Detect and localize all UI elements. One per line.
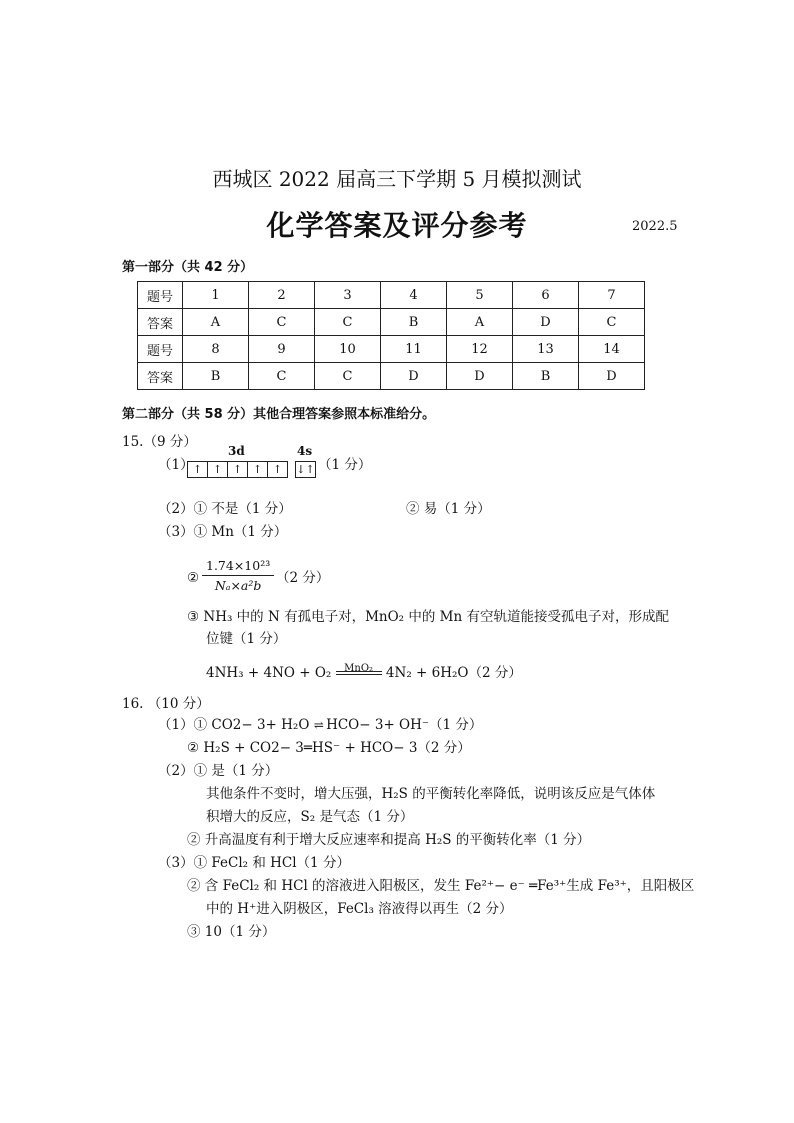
orbital-arrow: ↑ xyxy=(208,462,228,477)
fraction-denominator: Nₐ×a²b xyxy=(214,578,262,593)
q16-line10: ③ 10（1 分） xyxy=(187,924,276,940)
table-cell: 9 xyxy=(249,336,315,363)
orbital-arrow: ↑ xyxy=(188,462,208,477)
table-cell: A xyxy=(183,309,249,336)
q16-line4: 其他条件不变时，增大压强，H₂S 的平衡转化率降低，说明该反应是气体体 xyxy=(206,786,656,802)
q16-title: 16. （10 分） xyxy=(122,696,210,712)
answer-table xyxy=(137,281,645,390)
table-cell: 8 xyxy=(183,336,249,363)
orbital-arrow: ↑ xyxy=(228,462,248,477)
q16-line9: 中的 H⁺进入阴极区，FeCl₃ 溶液得以再生（2 分） xyxy=(206,901,513,917)
row-label: 题号 xyxy=(138,336,183,363)
table-cell: C xyxy=(315,363,381,390)
row-label: 答案 xyxy=(138,309,183,336)
q15-part3-c-line2: 位键（1 分） xyxy=(206,631,287,647)
table-cell: 5 xyxy=(447,282,513,309)
q15-part1-label: （1） xyxy=(158,457,194,473)
exam-title: 西城区 2022 届高三下学期 5 月模拟测试 xyxy=(212,167,582,191)
equation-left: 4NH₃ + 4NO + O₂ xyxy=(206,665,332,681)
q16-line7: （3）① FeCl₂ 和 HCl（1 分） xyxy=(158,855,350,871)
table-cell: 14 xyxy=(579,336,645,363)
table-cell: 13 xyxy=(513,336,579,363)
table-row xyxy=(138,336,645,363)
table-cell: 11 xyxy=(381,336,447,363)
exam-date: 2022.5 xyxy=(632,219,678,234)
table-cell: C xyxy=(249,309,315,336)
table-cell: 10 xyxy=(315,336,381,363)
table-cell: 3 xyxy=(315,282,381,309)
table-cell: B xyxy=(513,363,579,390)
density-fraction xyxy=(202,558,274,593)
table-cell: 6 xyxy=(513,282,579,309)
table-row xyxy=(138,363,645,390)
table-cell: C xyxy=(249,363,315,390)
q16-line6: ② 升高温度有利于增大反应速率和提高 H₂S 的平衡转化率（1 分） xyxy=(187,832,591,848)
q15-part3-b-score: （2 分） xyxy=(276,570,330,586)
q15-part1-score: （1 分） xyxy=(318,457,372,473)
q16-line1-right: HCO− 3+ OH⁻（1 分） xyxy=(326,717,483,733)
q15-equation xyxy=(206,662,522,684)
q16-line1-left: （1）① CO2− 3+ H₂O xyxy=(158,717,310,733)
q16-line3: （2）① 是（1 分） xyxy=(158,763,279,779)
q16-line1 xyxy=(158,714,482,736)
table-cell: D xyxy=(447,363,513,390)
row-label: 题号 xyxy=(138,282,183,309)
orbital-arrow: ↑ xyxy=(272,463,283,476)
q16-line2: ② H₂S + CO2− 3═HS⁻ + HCO− 3（2 分） xyxy=(187,740,471,756)
q15-part3-a: （3）① Mn（1 分） xyxy=(158,524,288,540)
table-cell: 4 xyxy=(381,282,447,309)
table-row xyxy=(138,282,645,309)
q15-part2-b: ② 易（1 分） xyxy=(406,501,491,517)
q15-part3-c-line1: ③ NH₃ 中的 N 有孤电子对，MnO₂ 中的 Mn 有空轨道能接受孤电子对，形成配 xyxy=(187,609,669,625)
equation-right: 4N₂ + 6H₂O（2 分） xyxy=(385,665,522,681)
orbital-arrow: ↓↑ xyxy=(296,463,315,476)
answer-key-title: 化学答案及评分参考 xyxy=(266,209,528,242)
table-cell: C xyxy=(579,309,645,336)
orbital-arrow: ↑ xyxy=(248,462,268,477)
q15-part2-a: （2）① 不是（1 分） xyxy=(158,501,292,517)
part2-heading: 第二部分（共 58 分）其他合理答案参照本标准给分。 xyxy=(122,407,436,422)
q16-line8: ② 含 FeCl₂ 和 HCl 的溶液进入阳极区，发生 Fe²⁺− e⁻ ═Fe³⁺生成 Fe³⁺，且阳极区 xyxy=(187,878,695,894)
part1-heading: 第一部分（共 42 分） xyxy=(122,260,254,275)
table-cell: D xyxy=(381,363,447,390)
fraction-numerator: 1.74×10²³ xyxy=(202,558,274,576)
orbital-3d-label: 3d xyxy=(228,444,245,458)
orbital-diagram-3d xyxy=(187,461,288,478)
q15-title: 15.（9 分） xyxy=(122,434,197,450)
table-cell: A xyxy=(447,309,513,336)
orbital-4s-label: 4s xyxy=(297,444,313,458)
catalyst-label: MnO₂ xyxy=(344,662,374,674)
table-cell: 1 xyxy=(183,282,249,309)
table-row xyxy=(138,309,645,336)
table-cell: C xyxy=(315,309,381,336)
orbital-diagram-4s xyxy=(295,461,316,478)
table-cell: D xyxy=(513,309,579,336)
table-cell: D xyxy=(579,363,645,390)
row-label: 答案 xyxy=(138,363,183,390)
catalyst-arrow xyxy=(336,662,382,678)
table-cell: B xyxy=(183,363,249,390)
table-cell: 7 xyxy=(579,282,645,309)
q15-part3-b-mark: ② xyxy=(187,570,200,586)
reversible-arrow-icon: ⇌ xyxy=(313,718,322,732)
q16-line5: 积增大的反应，S₂ 是气态（1 分） xyxy=(206,809,414,825)
table-cell: B xyxy=(381,309,447,336)
table-cell: 12 xyxy=(447,336,513,363)
table-cell: 2 xyxy=(249,282,315,309)
